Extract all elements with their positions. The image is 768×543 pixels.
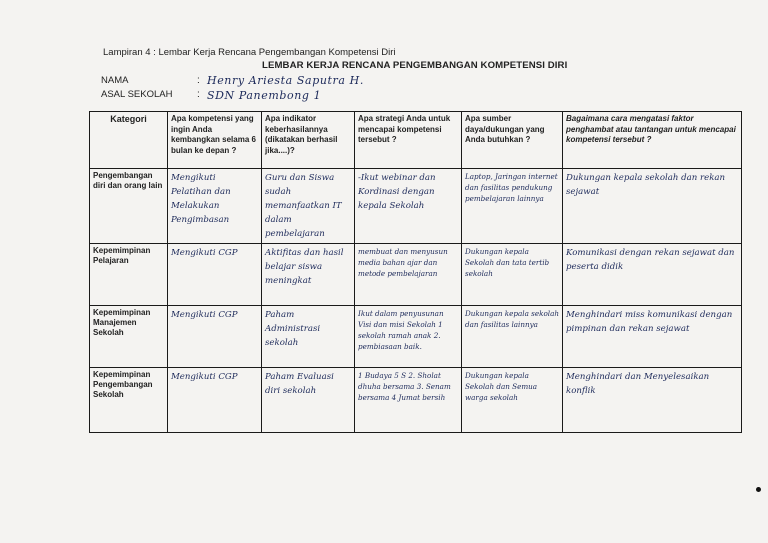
- indikator-cell: Paham Evaluasi diri sekolah: [262, 368, 355, 433]
- table-row: [90, 244, 742, 306]
- strategi-cell: Ikut dalam penyusunan Visi dan misi Sekolah 1 sekolah ramah anak 2. pembiasaan baik.: [355, 306, 462, 368]
- strategi-cell: membuat dan menyusun media bahan ajar dan metode pembelajaran: [355, 244, 462, 306]
- nama-value: Henry Ariesta Saputra H.: [207, 74, 364, 87]
- competency-table: [89, 111, 742, 433]
- indikator-cell: Paham Administrasi sekolah: [262, 306, 355, 368]
- mengatasi-cell: Menghindari miss komunikasi dengan pimpinan dan rekan sejawat: [563, 306, 742, 368]
- table-header-row: [90, 112, 742, 169]
- indikator-cell: Aktifitas dan hasil belajar siswa meningkat: [262, 244, 355, 306]
- header-kompetensi: Apa kompetensi yang ingin Anda kembangkan selama 6 bulan ke depan ?: [168, 112, 262, 169]
- nama-label: NAMA: [101, 75, 129, 86]
- table-row: [90, 368, 742, 433]
- table-row: [90, 306, 742, 368]
- kompetensi-cell: Mengikuti Pelatihan dan Melakukan Pengimbasan: [168, 169, 262, 244]
- mengatasi-cell: Dukungan kepala sekolah dan rekan sejawat: [563, 169, 742, 244]
- sekolah-colon: :: [197, 89, 200, 100]
- sekolah-label: ASAL SEKOLAH: [101, 89, 173, 100]
- mengatasi-cell: Menghindari dan Menyelesaikan konflik: [563, 368, 742, 433]
- header-indikator: Apa indikator keberhasilannya (dikatakan berhasil jika....)?: [262, 112, 355, 169]
- lampiran-caption: Lampiran 4 : Lembar Kerja Rencana Pengembangan Kompetensi Diri: [103, 47, 396, 58]
- kategori-cell: Kepemimpinan Pengembangan Sekolah: [90, 368, 168, 433]
- strategi-cell: 1 Budaya 5 S 2. Sholat dhuha bersama 3. Senam bersama 4 Jumat bersih: [355, 368, 462, 433]
- table-row: [90, 169, 742, 244]
- document-title: LEMBAR KERJA RENCANA PENGEMBANGAN KOMPETENSI DIRI: [262, 60, 568, 71]
- sekolah-value: SDN Panembong 1: [207, 89, 322, 102]
- sumber-cell: Dukungan kepala Sekolah dan tata tertib sekolah: [462, 244, 563, 306]
- header-strategi: Apa strategi Anda untuk mencapai kompetensi tersebut ?: [355, 112, 462, 169]
- mengatasi-cell: Komunikasi dengan rekan sejawat dan peserta didik: [563, 244, 742, 306]
- kompetensi-cell: Mengikuti CGP: [168, 306, 262, 368]
- kategori-cell: Pengembangan diri dan orang lain: [90, 169, 168, 244]
- strategi-cell: -Ikut webinar dan Kordinasi dengan kepala Sekolah: [355, 169, 462, 244]
- kategori-cell: Kepemimpinan Manajemen Sekolah: [90, 306, 168, 368]
- kategori-cell: Kepemimpinan Pelajaran: [90, 244, 168, 306]
- header-mengatasi: Bagaimana cara mengatasi faktor penghambat atau tantangan untuk mencapai kompetensi tersebut ?: [563, 112, 742, 169]
- kompetensi-cell: Mengikuti CGP: [168, 368, 262, 433]
- nama-colon: :: [197, 75, 200, 86]
- header-kategori: Kategori: [90, 112, 168, 169]
- indikator-cell: Guru dan Siswa sudah memanfaatkan IT dalam pembelajaran: [262, 169, 355, 244]
- header-sumber: Apa sumber daya/dukungan yang Anda butuhkan ?: [462, 112, 563, 169]
- sumber-cell: Dukungan kepala sekolah dan fasilitas lainnya: [462, 306, 563, 368]
- sumber-cell: Laptop, Jaringan internet dan fasilitas pendukung pembelajaran lainnya: [462, 169, 563, 244]
- binder-hole-dot: [756, 487, 761, 492]
- kompetensi-cell: Mengikuti CGP: [168, 244, 262, 306]
- sumber-cell: Dukungan kepala Sekolah dan Semua warga sekolah: [462, 368, 563, 433]
